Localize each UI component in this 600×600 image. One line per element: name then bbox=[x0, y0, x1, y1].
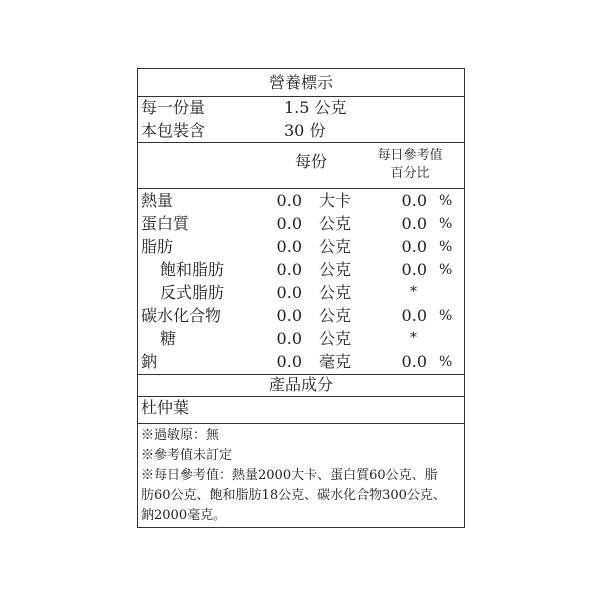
nutrient-value: 0.0 bbox=[276, 329, 302, 348]
nutrient-name: 脂肪 bbox=[141, 237, 174, 256]
daily-value-note: ※每日參考值：熱量2000大卡、蛋白質60公克、脂 bbox=[141, 468, 438, 483]
nutrient-dv: 0.0 bbox=[401, 352, 427, 371]
nutrient-unit: 公克 bbox=[319, 260, 352, 279]
percent-sign: % bbox=[439, 262, 453, 278]
nutrient-dv: 0.0 bbox=[401, 306, 427, 325]
ingredients-text: 杜仲葉 bbox=[141, 398, 190, 417]
nutrient-value: 0.0 bbox=[276, 352, 302, 371]
serving-count-label: 本包裝含 bbox=[141, 121, 206, 140]
divider bbox=[138, 188, 464, 189]
nutrient-unit: 公克 bbox=[319, 329, 352, 348]
nutrient-name: 糖 bbox=[160, 329, 177, 348]
percent-sign: % bbox=[439, 216, 453, 232]
per-serving-header: 每份 bbox=[294, 152, 327, 171]
nutrient-value: 0.0 bbox=[276, 191, 302, 210]
nutrient-name: 反式脂肪 bbox=[160, 283, 225, 302]
no-reference-mark: * bbox=[410, 330, 417, 346]
nutrient-value: 0.0 bbox=[276, 306, 302, 325]
daily-value-header-line1: 每日參考值 bbox=[377, 148, 443, 163]
nutrient-value: 0.0 bbox=[276, 283, 302, 302]
nutrient-unit: 大卡 bbox=[319, 191, 352, 210]
nutrient-value: 0.0 bbox=[276, 214, 302, 233]
nutrient-name: 碳水化合物 bbox=[141, 306, 222, 325]
nutrient-unit: 毫克 bbox=[319, 352, 352, 371]
divider bbox=[138, 142, 464, 143]
nutrient-value: 0.0 bbox=[276, 237, 302, 256]
no-reference-mark: * bbox=[410, 284, 417, 300]
daily-value-note: 肪60公克、飽和脂肪18公克、碳水化合物300公克、 bbox=[141, 488, 446, 503]
ingredients-title: 產品成分 bbox=[268, 375, 333, 394]
percent-sign: % bbox=[439, 354, 453, 370]
nutrient-name: 鈉 bbox=[141, 352, 158, 371]
percent-sign: % bbox=[439, 308, 453, 324]
nutrient-name: 熱量 bbox=[141, 191, 174, 210]
nutrient-dv: 0.0 bbox=[401, 191, 427, 210]
reference-note: ※參考值未訂定 bbox=[141, 448, 233, 463]
allergen-note: ※過敏原：無 bbox=[141, 428, 220, 443]
daily-value-note: 鈉2000毫克。 bbox=[141, 508, 227, 523]
nutrient-value: 0.0 bbox=[276, 260, 302, 279]
nutrient-dv: 0.0 bbox=[401, 260, 427, 279]
percent-sign: % bbox=[439, 193, 453, 209]
nutrient-unit: 公克 bbox=[319, 214, 352, 233]
label-title: 營養標示 bbox=[268, 73, 333, 92]
serving-size-label: 每一份量 bbox=[141, 98, 206, 117]
nutrient-name: 飽和脂肪 bbox=[160, 260, 225, 279]
nutrient-dv: 0.0 bbox=[401, 237, 427, 256]
nutrition-label bbox=[137, 68, 465, 528]
daily-value-header-line2: 百分比 bbox=[390, 166, 430, 181]
divider bbox=[138, 396, 464, 397]
serving-count-value: 30 份 bbox=[284, 121, 326, 140]
nutrient-dv: 0.0 bbox=[401, 214, 427, 233]
serving-size-value: 1.5 公克 bbox=[284, 98, 347, 117]
nutrient-unit: 公克 bbox=[319, 283, 352, 302]
percent-sign: % bbox=[439, 239, 453, 255]
nutrient-unit: 公克 bbox=[319, 306, 352, 325]
nutrient-unit: 公克 bbox=[319, 237, 352, 256]
nutrient-name: 蛋白質 bbox=[141, 214, 190, 233]
divider bbox=[138, 96, 464, 97]
divider bbox=[138, 423, 464, 424]
